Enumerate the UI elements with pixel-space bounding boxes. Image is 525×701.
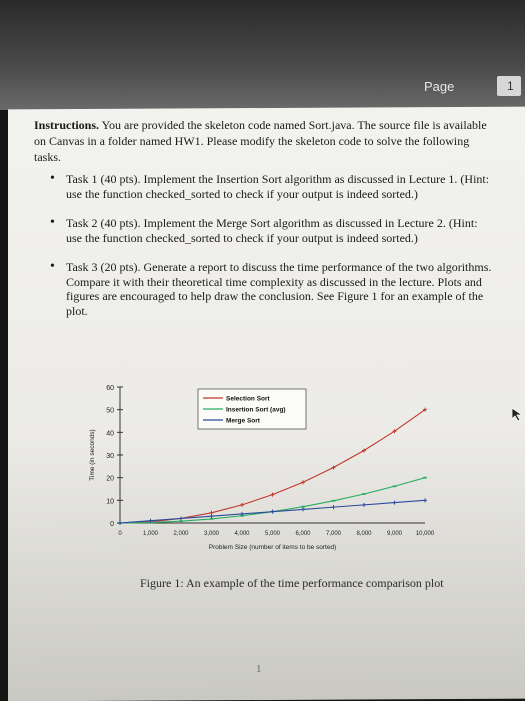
page-label: Page (424, 79, 455, 94)
data-point (301, 506, 305, 508)
data-point (301, 480, 305, 484)
y-tick-label: 30 (106, 453, 114, 460)
x-tick-label: 2,000 (173, 531, 189, 537)
task-title: Task 3 (20 pts). (66, 260, 141, 274)
x-tick-label: 1,000 (142, 531, 159, 537)
page-footer-number: 1 (256, 663, 262, 675)
data-point (210, 514, 214, 518)
data-point (362, 503, 366, 507)
instructions-text: You are provided the skeleton code named Sort.java. The source file is available on Canvas in a folder named HW1. Please modify the skeleton code to solve the following tasks. (34, 118, 487, 164)
page-number[interactable]: 1 (507, 79, 514, 93)
x-tick-label: 10,000 (415, 531, 435, 537)
x-tick-label: 5,000 (264, 531, 281, 537)
x-tick-label: 3,000 (203, 531, 220, 537)
instructions-paragraph (34, 117, 496, 165)
figure-caption: Figure 1: An example of the time performance comparison plot (140, 576, 444, 590)
instructions-lead: Instructions. (34, 118, 100, 132)
y-tick-label: 20 (106, 475, 114, 483)
data-point (423, 477, 427, 479)
data-point (271, 510, 275, 514)
task-text: Implement the Merge Sort algorithm as discussed in Lecture 2. (Hint: use the function checked_sorted to check if your output is indeed sorted.) (66, 216, 478, 245)
data-point (393, 485, 397, 487)
task-text: Generate a report to discuss the time performance of the two algorithms. Compare it with their theoretical time complexity as discussed in the lecture. Plots and figures are encouraged to help draw the conclusion. See Figure 1 for an example of the plot. (66, 260, 492, 318)
legend-label: Merge Sort (226, 417, 260, 425)
legend-label: Selection Sort (226, 395, 270, 403)
y-axis-label: Time (in seconds) (89, 429, 96, 481)
y-tick-label: 0 (110, 521, 114, 528)
data-point (423, 498, 427, 502)
y-tick-label: 40 (106, 430, 114, 438)
data-point (179, 520, 183, 522)
x-tick-label: 4,000 (234, 531, 250, 537)
data-point (210, 518, 214, 520)
x-tick-label: 9,000 (386, 531, 403, 537)
task-list (48, 172, 496, 318)
data-point (240, 503, 244, 507)
task-title: Task 1 (40 pts). (66, 172, 141, 186)
data-point (332, 505, 336, 509)
x-tick-label: 7,000 (325, 531, 342, 537)
legend-label: Insertion Sort (avg) (226, 406, 286, 414)
task-item-2 (48, 216, 496, 245)
mouse-cursor-icon (512, 408, 524, 422)
y-tick-label: 10 (106, 498, 114, 506)
task-title: Task 2 (40 pts). (66, 216, 141, 230)
performance-chart (80, 375, 450, 570)
y-tick-label: 50 (106, 407, 114, 415)
task-item-1 (48, 172, 496, 201)
series-line (120, 478, 425, 523)
x-tick-label: 8,000 (356, 531, 372, 537)
x-axis-label: Problem Size (number of items to be sorted) (208, 544, 337, 551)
data-point (271, 493, 275, 497)
x-tick-label: 0 (118, 531, 122, 537)
data-point (393, 501, 397, 505)
data-point (179, 516, 183, 520)
data-point (118, 521, 122, 525)
y-tick-label: 60 (106, 385, 114, 392)
x-tick-label: 6,000 (295, 531, 311, 537)
data-point (301, 507, 305, 511)
task-text: Implement the Insertion Sort algorithm as discussed in Lecture 1. (Hint: use the function checked_sorted to check if your output is indeed sorted.) (66, 172, 490, 201)
task-item-3 (48, 260, 496, 318)
data-point (362, 493, 366, 495)
data-point (332, 500, 336, 502)
